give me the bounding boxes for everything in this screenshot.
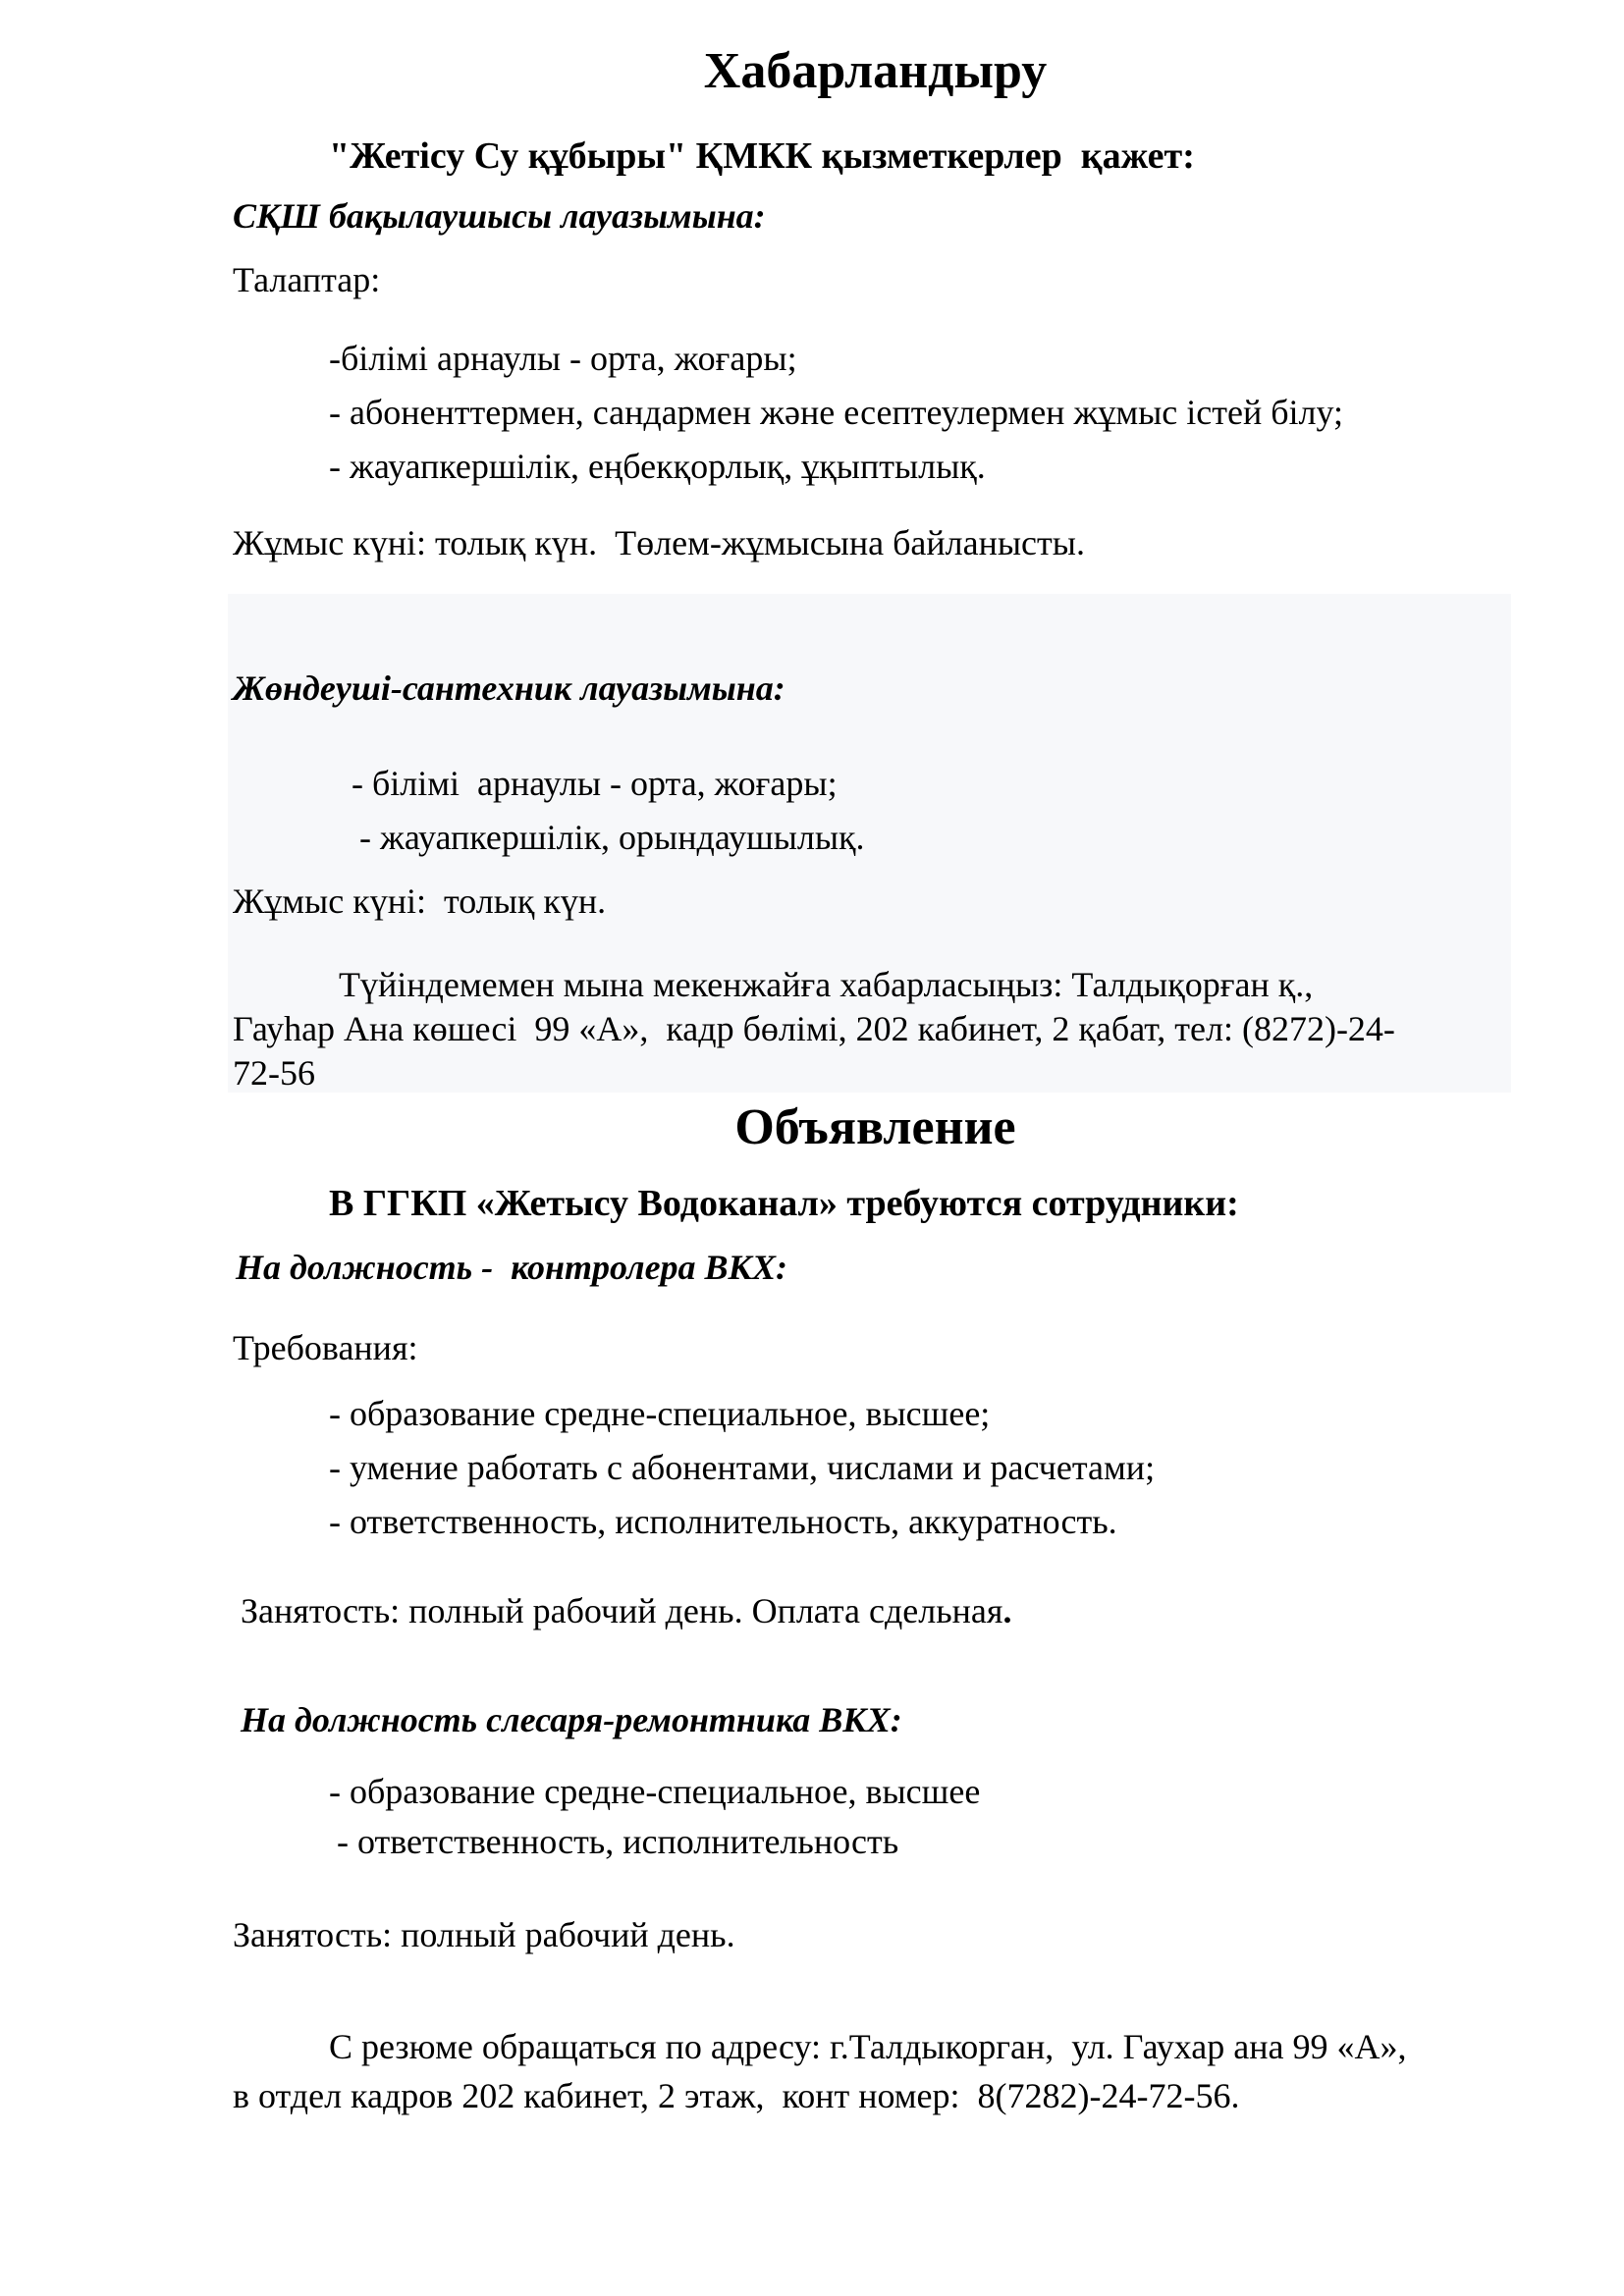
russian-position1-schedule	[241, 1589, 1011, 1633]
russian-announcement-title: Объявление	[734, 1099, 1016, 1155]
russian-position2-requirement-item: - образование средне-специальное, высшее	[329, 1772, 981, 1811]
kazakh-contact-line: Гауһар Ана көшесі 99 «А», кадр бөлімі, 202 кабинет, 2 қабат, тел: (8272)-24-	[233, 1009, 1395, 1048]
russian-intro-line: В ГГКП «Жетысу Водоканал» требуются сотрудники:	[329, 1183, 1239, 1224]
kazakh-position2-requirement-item: - білімі арнаулы - орта, жоғары;	[352, 764, 838, 803]
kazakh-requirement-item: - жауапкершілік, еңбекқорлық, ұқыптылық.	[329, 447, 986, 486]
russian-position1-heading: На должность - контролера ВКХ:	[236, 1248, 787, 1287]
kazakh-requirement-item: -білімі арнаулы - орта, жоғары;	[329, 339, 797, 378]
kazakh-intro-line: "Жетісу Су құбыры" ҚМКК қызметкерлер қажет:	[329, 135, 1195, 177]
russian-requirement-item: - ответственность, исполнительность, аккуратность.	[329, 1502, 1117, 1541]
russian-requirement-item: - образование средне-специальное, высшее;	[329, 1394, 991, 1433]
russian-contact-line: в отдел кадров 202 кабинет, 2 этаж, конт номер: 8(7282)-24-72-56.	[233, 2076, 1240, 2115]
russian-position1-schedule-period: .	[1002, 1591, 1012, 1630]
kazakh-position2-schedule: Жұмыс күні: толық күн.	[233, 881, 607, 921]
kazakh-requirements-label: Талаптар:	[233, 260, 381, 299]
kazakh-contact-line: Түйіндемемен мына мекенжайға хабарласыңыз: Талдықорған қ.,	[339, 965, 1314, 1004]
russian-requirements-label: Требования:	[233, 1328, 418, 1367]
russian-position2-requirement-item: - ответственность, исполнительность	[337, 1822, 899, 1861]
kazakh-position2-heading: Жөндеуші-сантехник лауазымына:	[233, 668, 785, 708]
kazakh-contact-line: 72-56	[233, 1053, 315, 1093]
russian-position2-heading: На должность слесаря-ремонтника ВКХ:	[241, 1700, 902, 1739]
kazakh-position2-requirement-item: - жауапкершілік, орындаушылық.	[359, 818, 865, 857]
russian-position2-schedule: Занятость: полный рабочий день.	[233, 1915, 735, 1954]
kazakh-announcement-title: Хабарландыру	[703, 43, 1048, 99]
kazakh-position1-heading: СҚШ бақылаушысы лауазымына:	[233, 196, 766, 236]
russian-requirement-item: - умение работать с абонентами, числами и расчетами;	[329, 1448, 1156, 1487]
russian-position1-schedule-text: Занятость: полный рабочий день. Оплата сдельная	[241, 1591, 1003, 1630]
kazakh-position1-schedule: Жұмыс күні: толық күн. Төлем-жұмысына байланысты.	[233, 523, 1085, 562]
kazakh-requirement-item: - абоненттермен, сандармен және есептеулермен жұмыс істей білу;	[329, 393, 1344, 432]
russian-contact-line: С резюме обращаться по адресу: г.Талдыкорган, ул. Гаухар ана 99 «А»,	[329, 2027, 1407, 2066]
